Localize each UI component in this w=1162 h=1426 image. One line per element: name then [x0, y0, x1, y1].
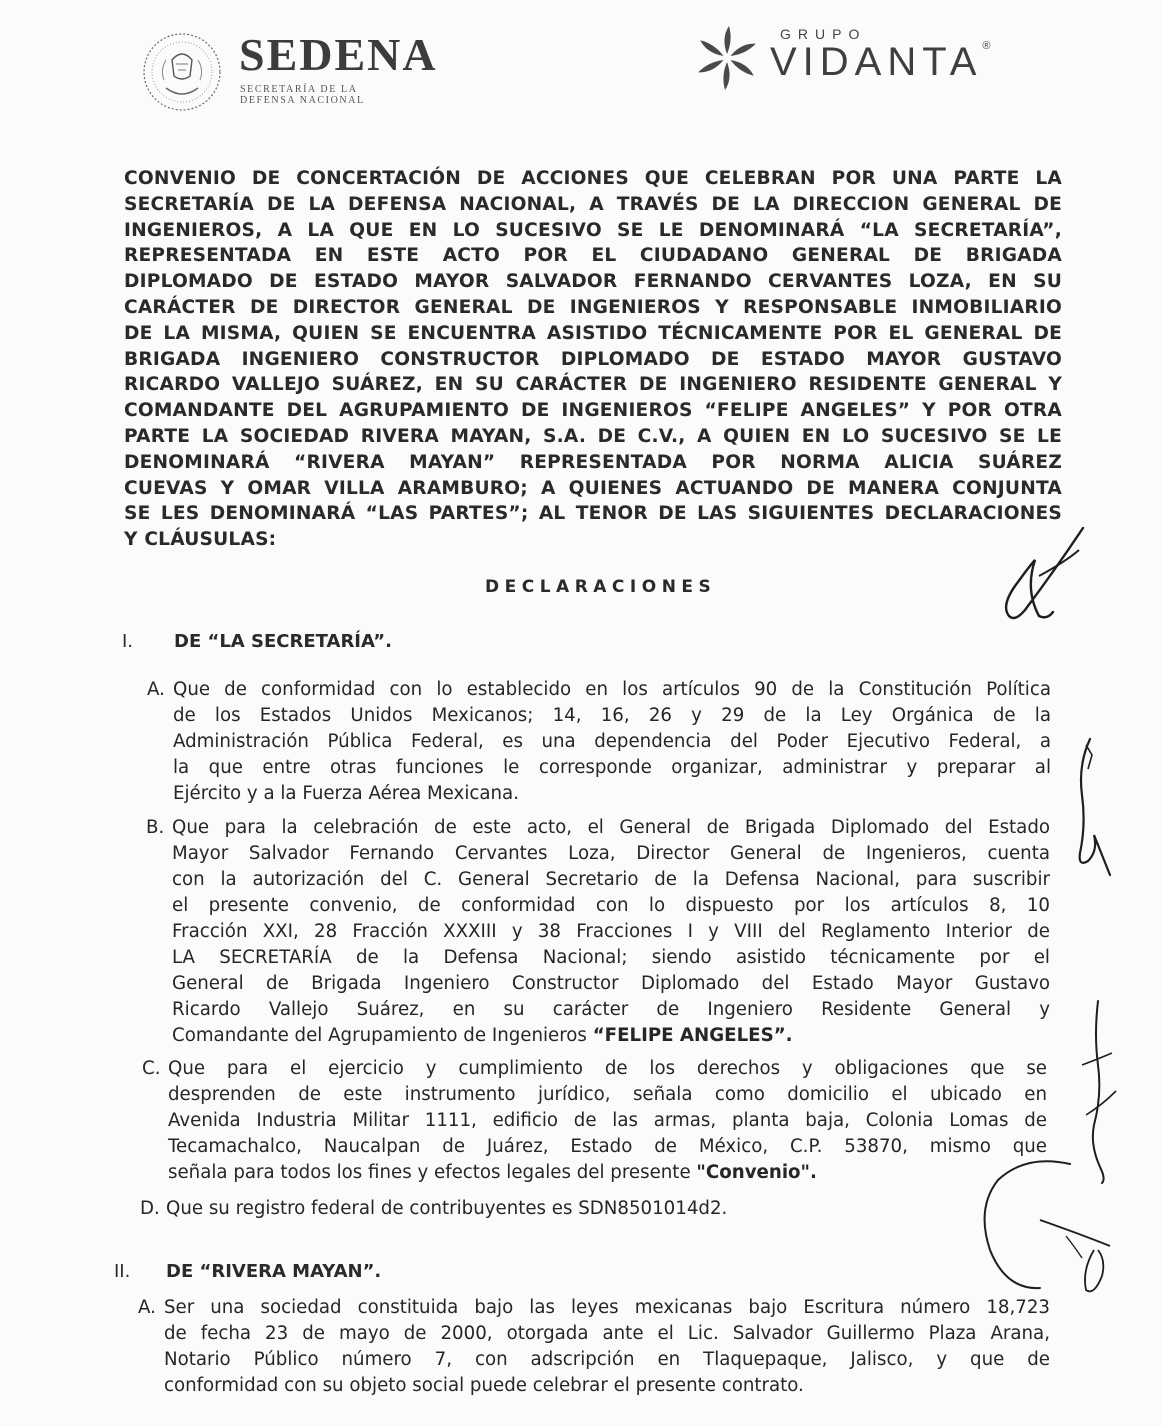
- sedena-subtitle-line-2: DEFENSA NACIONAL: [240, 95, 365, 106]
- paragraph-line: Tecamachalco, Naucalpan de Juárez, Estado de México, C.P. 53870, mismo que: [168, 1136, 1047, 1157]
- paragraph-line-bold: "Convenio".: [696, 1162, 817, 1183]
- paragraph-line-bold: “FELIPE ANGELES”.: [592, 1025, 793, 1046]
- paragraph-line: General de Brigada Ingeniero Constructor Diplomado del Estado Mayor Gustavo: [172, 973, 1050, 994]
- title-line: PARTE LA SOCIEDAD RIVERA MAYAN, S.A. DE C.V., A QUIEN EN LO SUCESIVO SE LE: [124, 425, 1062, 447]
- title-line: INGENIEROS, A LA QUE EN LO SUCESIVO SE LE DENOMINARÁ “LA SECRETARÍA”,: [124, 219, 1062, 241]
- paragraph-line: Que de conformidad con lo establecido en los artículos 90 de la Constitución Política: [173, 679, 1051, 700]
- grupo-label: GRUPO: [780, 26, 867, 42]
- section-1-heading: [122, 631, 392, 652]
- section-2-number: II.: [114, 1261, 131, 1282]
- vidanta-flower-icon: [686, 22, 768, 94]
- item-letter: D.: [140, 1198, 160, 1219]
- paragraph-line: Fracción XXI, 28 Fracción XXXIII y 38 Fracciones I y VIII del Reglamento Interior de: [172, 921, 1050, 942]
- paragraph-line: Ser una sociedad constituida bajo las leyes mexicanas bajo Escritura número 18,723: [164, 1297, 1050, 1318]
- item-letter: C.: [142, 1058, 161, 1079]
- paragraph-line: LA SECRETARÍA de la Defensa Nacional; siendo asistido técnicamente por el: [172, 947, 1050, 968]
- section-1-title: DE “LA SECRETARÍA”.: [174, 631, 392, 652]
- title-line: DE LA MISMA, QUIEN SE ENCUENTRA ASISTIDO TÉCNICAMENTE POR EL GENERAL DE: [124, 322, 1062, 344]
- paragraph-line: conformidad con su objeto social puede celebrar el presente contrato.: [164, 1375, 804, 1396]
- paragraph-line: Que para la celebración de este acto, el General de Brigada Diplomado del Estado: [172, 817, 1050, 838]
- paragraph-line: la que entre otras funciones le corresponde organizar, administrar y preparar al: [173, 757, 1051, 778]
- title-line: CUEVAS Y OMAR VILLA ARAMBURO; A QUIENES ACTUANDO DE MANERA CONJUNTA: [124, 477, 1062, 499]
- paragraph-line-prefix: señala para todos los fines y efectos legales del presente: [168, 1162, 697, 1183]
- title-line: BRIGADA INGENIERO CONSTRUCTOR DIPLOMADO DE ESTADO MAYOR GUSTAVO: [124, 348, 1062, 370]
- declaraciones-heading: DECLARACIONES: [485, 577, 717, 597]
- section-2-heading: [114, 1261, 381, 1282]
- paragraph-line: Mayor Salvador Fernando Cervantes Loza, Director General de Ingenieros, cuenta: [172, 843, 1050, 864]
- title-line: CONVENIO DE CONCERTACIÓN DE ACCIONES QUE CELEBRAN POR UNA PARTE LA: [124, 168, 1062, 189]
- paragraph-line: con la autorización del C. General Secretario de la Defensa Nacional, para suscribir: [172, 869, 1050, 890]
- paragraph-line: Ricardo Vallejo Suárez, en su carácter de Ingeniero Residente General y: [172, 999, 1050, 1020]
- paragraph-line: Administración Pública Federal, es una dependencia del Poder Ejecutivo Federal, a: [173, 731, 1051, 752]
- paragraph-line: desprenden de este instrumento jurídico, señala como domicilio el ubicado en: [168, 1084, 1047, 1105]
- signature-circle-bottom: [970, 1150, 1120, 1300]
- paragraph-line: Ejército y a la Fuerza Aérea Mexicana.: [173, 783, 519, 804]
- vidanta-wordmark: [770, 40, 991, 85]
- title-line: DENOMINARÁ “RIVERA MAYAN” REPRESENTADA POR NORMA ALICIA SUÁREZ: [124, 451, 1062, 473]
- section-1-item-c: [142, 1056, 1047, 1186]
- sedena-subtitle-line-1: SECRETARÍA DE LA: [240, 84, 358, 95]
- item-letter: A.: [147, 679, 165, 700]
- paragraph-line: de fecha 23 de mayo de 2000, otorgada ante el Lic. Salvador Guillermo Plaza Arana,: [164, 1323, 1050, 1344]
- title-line: COMANDANTE DEL AGRUPAMIENTO DE INGENIEROS “FELIPE ANGELES” Y POR OTRA: [124, 400, 1062, 422]
- paragraph-line: [172, 1023, 1050, 1049]
- section-2-item-a: [138, 1295, 1050, 1399]
- section-1-number: I.: [122, 631, 134, 652]
- paragraph-line: el presente convenio, de conformidad con lo dispuesto por los artículos 8, 10: [172, 895, 1050, 916]
- signature-margin-1: [1068, 735, 1118, 885]
- title-line: Y CLÁUSULAS:: [124, 529, 277, 551]
- section-1-item-a: [147, 677, 1051, 807]
- paragraph-line: Que su registro federal de contribuyentes es SDN8501014d2.: [166, 1198, 728, 1219]
- title-line: DIPLOMADO DE ESTADO MAYOR SALVADOR FERNANDO CERVANTES LOZA, EN SU: [124, 271, 1062, 293]
- paragraph-line: Notario Público número 7, con adscripción en Tlaquepaque, Jalisco, y que de: [164, 1349, 1050, 1370]
- paragraph-line: [168, 1160, 1047, 1186]
- item-letter: B.: [146, 817, 165, 838]
- title-line: REPRESENTADA EN ESTE ACTO POR EL CIUDADANO GENERAL DE BRIGADA: [124, 245, 1062, 267]
- sedena-logo: [136, 26, 496, 116]
- agreement-title: [124, 166, 1062, 553]
- registered-mark: ®: [982, 40, 991, 52]
- title-line: CARÁCTER DE DIRECTOR GENERAL DE INGENIEROS Y RESPONSABLE INMOBILIARIO: [124, 296, 1062, 318]
- vidanta-logo: [686, 18, 1026, 100]
- section-1-item-b: [146, 815, 1050, 1049]
- title-line: RICARDO VALLEJO SUÁREZ, EN SU CARÁCTER DE INGENIERO RESIDENTE GENERAL Y: [124, 374, 1062, 396]
- vidanta-name: VIDANTA: [770, 40, 983, 84]
- sedena-wordmark: SEDENA: [239, 29, 438, 80]
- paragraph-line-prefix: Comandante del Agrupamiento de Ingenieros: [172, 1025, 593, 1046]
- mexico-seal-icon: [136, 30, 228, 114]
- title-line: SECRETARÍA DE LA DEFENSA NACIONAL, A TRAVÉS DE LA DIRECCION GENERAL DE: [124, 193, 1062, 215]
- sedena-subtitle: [240, 84, 390, 106]
- section-1-item-d: [140, 1196, 866, 1222]
- paragraph-line: Que para el ejercicio y cumplimiento de los derechos y obligaciones que se: [168, 1058, 1047, 1079]
- signature-initial-top: [995, 520, 1095, 630]
- section-2-title: DE “RIVERA MAYAN”.: [166, 1261, 382, 1282]
- paragraph-line: de los Estados Unidos Mexicanos; 14, 16, 26 y 29 de la Ley Orgánica de la: [173, 705, 1051, 726]
- paragraph-line: Avenida Industria Militar 1111, edificio de las armas, planta baja, Colonia Lomas de: [168, 1110, 1047, 1131]
- title-line: SE LES DENOMINARÁ “LAS PARTES”; AL TENOR DE LAS SIGUIENTES DECLARACIONES: [124, 503, 1062, 525]
- item-letter: A.: [138, 1297, 156, 1318]
